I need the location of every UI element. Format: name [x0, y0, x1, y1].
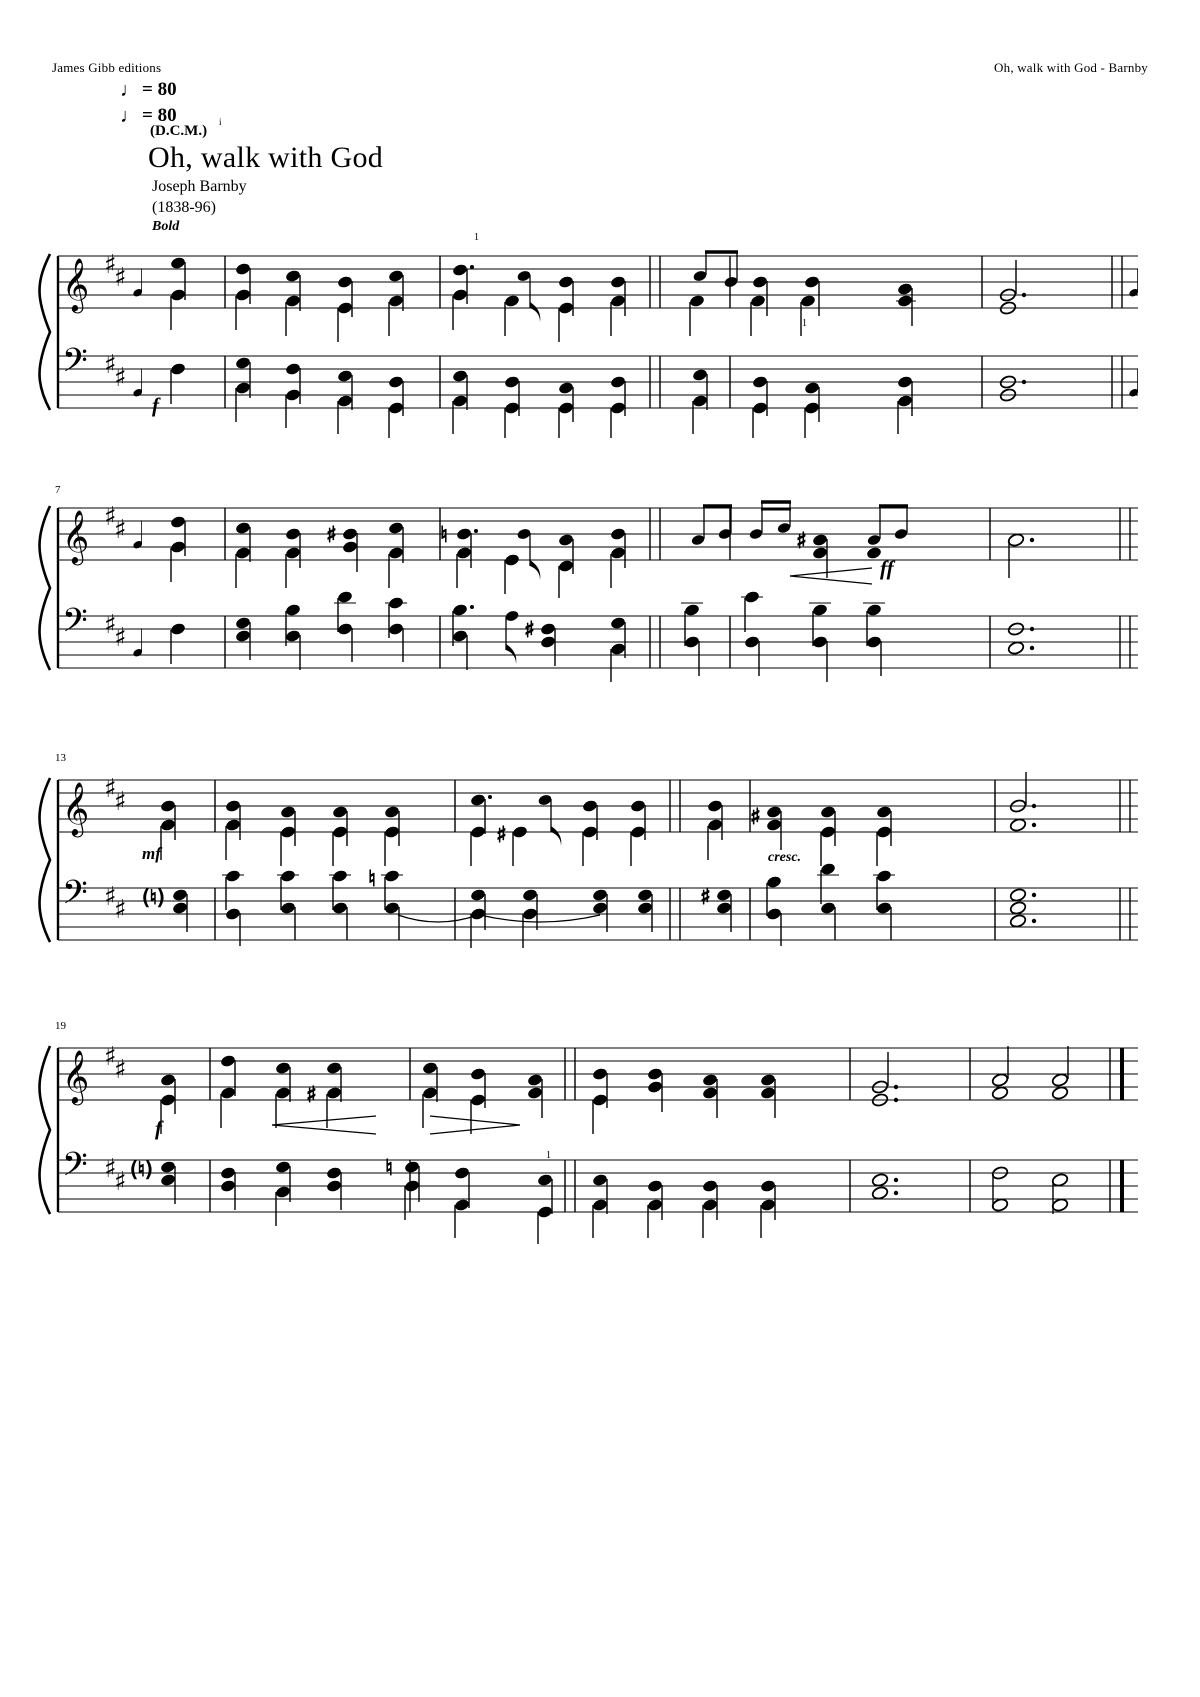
- svg-text:♮: ♮: [385, 1156, 393, 1181]
- svg-text:♯: ♯: [114, 1167, 127, 1197]
- svg-text:♯: ♯: [496, 823, 507, 848]
- quarter-note-icon: ♩: [120, 105, 140, 127]
- music-system-1: [0, 232, 1200, 438]
- tempo-marking-1: [120, 78, 177, 101]
- svg-text:♯: ♯: [114, 1055, 127, 1085]
- cresc-text: cresc.: [768, 850, 802, 865]
- svg-text:♯: ♯: [796, 529, 807, 554]
- svg-text:♯: ♯: [114, 515, 127, 545]
- svg-text:𝄞: 𝄞: [62, 509, 90, 563]
- fingering-number: 1: [802, 318, 807, 329]
- svg-text:𝄞: 𝄞: [62, 257, 90, 311]
- svg-text:♯: ♯: [114, 263, 127, 293]
- svg-text:♯: ♯: [306, 1083, 317, 1108]
- svg-text:♮: ♮: [368, 867, 376, 892]
- svg-text:𝄢: 𝄢: [62, 342, 88, 388]
- svg-text:𝄢: 𝄢: [62, 1146, 88, 1192]
- page-title: Oh, walk with God: [148, 141, 384, 174]
- svg-text:(♮): (♮): [130, 1157, 153, 1181]
- svg-text:𝅘𝅥: 𝅘𝅥: [132, 264, 144, 305]
- svg-text:𝅘𝅥: 𝅘𝅥: [1128, 264, 1140, 305]
- svg-text:𝄞: 𝄞: [62, 781, 90, 835]
- dynamic-mezzoforte: mf: [142, 844, 161, 863]
- svg-text:𝅘𝅥: 𝅘𝅥: [132, 624, 144, 665]
- measure-number: 13: [55, 752, 66, 764]
- svg-text:♯: ♯: [114, 895, 127, 925]
- meter-label: (D.C.M.): [150, 123, 208, 139]
- svg-text:♮: ♮: [440, 523, 448, 548]
- svg-text:♯: ♯: [104, 1042, 117, 1072]
- expression-marking: Bold: [152, 219, 180, 234]
- tempo-value-2: = 80: [142, 105, 177, 126]
- svg-text:♯: ♯: [114, 787, 127, 817]
- svg-text:♯: ♯: [104, 1154, 117, 1184]
- measure-number: 19: [55, 1020, 66, 1032]
- svg-text:♯: ♯: [104, 610, 117, 640]
- dynamic-forte: f: [152, 393, 159, 417]
- composer-name: Joseph Barnby: [152, 178, 247, 195]
- fingering-number: 1: [546, 1150, 551, 1161]
- svg-text:♯: ♯: [524, 618, 535, 643]
- svg-text:𝄢: 𝄢: [62, 874, 88, 920]
- composer-dates: (1838-96): [152, 199, 216, 216]
- svg-text:♯: ♯: [750, 805, 761, 830]
- dynamic-forte: f: [155, 1116, 162, 1140]
- dynamic-fortissimo: ff: [880, 556, 894, 580]
- music-system-3: [0, 752, 1200, 967]
- tempo-value-1: = 80: [142, 79, 177, 100]
- svg-text:𝅘𝅥: 𝅘𝅥: [1128, 364, 1140, 405]
- svg-text:𝄞: 𝄞: [62, 1049, 90, 1103]
- quarter-note-icon: ♩: [120, 79, 140, 101]
- footnote-marker-i: i: [219, 117, 222, 127]
- svg-text:♯: ♯: [104, 882, 117, 912]
- svg-text:𝅘𝅥: 𝅘𝅥: [132, 364, 144, 405]
- fingering-number: 1: [474, 232, 479, 243]
- svg-text:𝅘𝅥: 𝅘𝅥: [132, 516, 144, 557]
- svg-text:(♮): (♮): [142, 885, 165, 909]
- header-title-right: Oh, walk with God - Barnby: [994, 60, 1148, 75]
- svg-text:𝄢: 𝄢: [62, 602, 88, 648]
- music-system-2: [0, 484, 1200, 700]
- svg-text:♯: ♯: [326, 523, 337, 548]
- svg-text:♯: ♯: [104, 502, 117, 532]
- svg-text:♯: ♯: [114, 363, 127, 393]
- svg-text:♯: ♯: [104, 774, 117, 804]
- svg-text:♯: ♯: [104, 250, 117, 280]
- header-publisher: James Gibb editions: [52, 60, 162, 75]
- measure-number: 7: [55, 484, 61, 496]
- svg-text:♯: ♯: [104, 350, 117, 380]
- svg-text:♯: ♯: [700, 885, 711, 910]
- music-system-4: [0, 1020, 1200, 1250]
- svg-text:♯: ♯: [114, 623, 127, 653]
